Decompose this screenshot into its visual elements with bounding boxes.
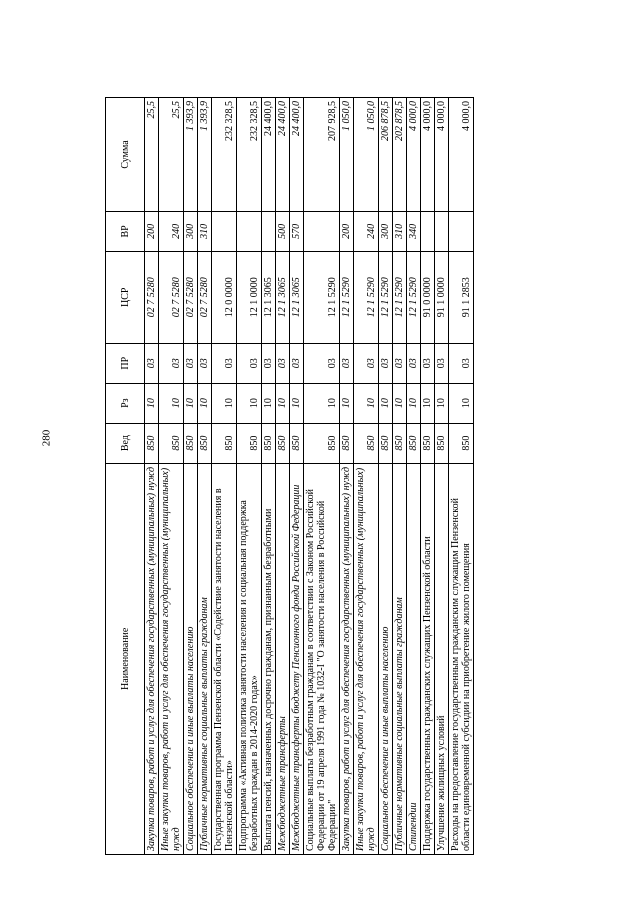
cell-name: Межбюджетные трансферты (276, 463, 290, 854)
cell-vr (435, 211, 449, 251)
header-ved: Вед (106, 423, 145, 463)
table-row (354, 98, 379, 855)
cell-csr: 12 0 0000 (212, 251, 237, 343)
cell-pr: 03 (237, 343, 262, 383)
table-row (276, 98, 290, 855)
cell-vr: 310 (198, 211, 212, 251)
cell-name: Закупка товаров, работ и услуг для обеспечения государственных (муниципальных) нужд (340, 463, 354, 854)
table-row (198, 98, 212, 855)
cell-csr: 12 1 0000 (237, 251, 262, 343)
table-row (237, 98, 262, 855)
cell-rz: 10 (276, 383, 290, 423)
table-row (340, 98, 354, 855)
cell-name: Улучшение жилищных условий (435, 463, 449, 854)
cell-name: Поддержка государственных гражданских служащих Пензенской области (421, 463, 435, 854)
cell-sum: 4 000,0 (449, 98, 474, 212)
cell-pr: 03 (354, 343, 379, 383)
cell-rz: 10 (354, 383, 379, 423)
cell-ved: 850 (449, 423, 474, 463)
cell-vr: 200 (340, 211, 354, 251)
cell-ved: 850 (304, 423, 340, 463)
cell-name: Иные закупки товаров, работ и услуг для обеспечения государственных (муниципальных) нужд (159, 463, 184, 854)
cell-vr: 500 (276, 211, 290, 251)
cell-ved: 850 (421, 423, 435, 463)
cell-sum: 1 050,0 (340, 98, 354, 212)
cell-vr (237, 211, 262, 251)
cell-rz: 10 (393, 383, 407, 423)
cell-name: Социальное обеспечение и иные выплаты населению (379, 463, 393, 854)
cell-pr: 03 (159, 343, 184, 383)
cell-csr: 12 1 3065 (276, 251, 290, 343)
cell-vr (262, 211, 276, 251)
cell-pr: 03 (449, 343, 474, 383)
cell-ved: 850 (290, 423, 304, 463)
cell-ved: 850 (354, 423, 379, 463)
cell-pr: 03 (304, 343, 340, 383)
cell-ved: 850 (262, 423, 276, 463)
cell-sum: 4 000,0 (421, 98, 435, 212)
cell-pr: 03 (290, 343, 304, 383)
table-row (304, 98, 340, 855)
cell-pr: 03 (435, 343, 449, 383)
budget-table (105, 97, 474, 855)
cell-name: Социальные выплаты безработным гражданам в соответствии с Законом Российской Федерации от 19 апреля 1991 года № 1032-I "О занятости населения в Российской Федерации" (304, 463, 340, 854)
cell-sum: 207 928,5 (304, 98, 340, 212)
cell-vr: 570 (290, 211, 304, 251)
cell-rz: 10 (379, 383, 393, 423)
cell-csr: 91 1 2853 (449, 251, 474, 343)
cell-csr: 12 1 5290 (407, 251, 421, 343)
budget-table-container (105, 97, 474, 855)
cell-name: Расходы на предоставление государственным гражданским служащим Пензенской области единовременной субсидии на приобретение жилого помещения (449, 463, 474, 854)
table-header-row (106, 98, 145, 855)
cell-rz: 10 (407, 383, 421, 423)
cell-rz: 10 (184, 383, 198, 423)
cell-rz: 10 (198, 383, 212, 423)
cell-vr: 240 (159, 211, 184, 251)
cell-vr: 340 (407, 211, 421, 251)
header-sum: Сумма (106, 98, 145, 212)
header-vr: ВР (106, 211, 145, 251)
cell-sum: 1 393,9 (198, 98, 212, 212)
cell-rz: 10 (262, 383, 276, 423)
cell-name: Стипендии (407, 463, 421, 854)
cell-name: Публичные нормативные социальные выплаты гражданам (198, 463, 212, 854)
cell-name: Публичные нормативные социальные выплаты гражданам (393, 463, 407, 854)
cell-name: Государственная программа Пензенской области «Содействие занятости населения в Пензенской области» (212, 463, 237, 854)
cell-rz: 10 (145, 383, 159, 423)
cell-ved: 850 (198, 423, 212, 463)
cell-csr: 91 1 0000 (435, 251, 449, 343)
cell-ved: 850 (237, 423, 262, 463)
cell-csr: 12 1 5290 (354, 251, 379, 343)
cell-vr: 300 (379, 211, 393, 251)
cell-sum: 1 050,0 (354, 98, 379, 212)
cell-sum: 232 328,5 (212, 98, 237, 212)
cell-pr: 03 (212, 343, 237, 383)
cell-sum: 232 328,5 (237, 98, 262, 212)
cell-pr: 03 (262, 343, 276, 383)
cell-rz: 10 (449, 383, 474, 423)
cell-sum: 4 000,0 (407, 98, 421, 212)
table-row (379, 98, 393, 855)
cell-vr (449, 211, 474, 251)
cell-vr (421, 211, 435, 251)
table-row (449, 98, 474, 855)
cell-pr: 03 (145, 343, 159, 383)
cell-ved: 850 (159, 423, 184, 463)
header-rz: Рз (106, 383, 145, 423)
header-csr: ЦСР (106, 251, 145, 343)
cell-pr: 03 (379, 343, 393, 383)
cell-csr: 02 7 5280 (159, 251, 184, 343)
cell-ved: 850 (212, 423, 237, 463)
cell-csr: 12 1 3065 (290, 251, 304, 343)
cell-pr: 03 (198, 343, 212, 383)
table-row (290, 98, 304, 855)
cell-pr: 03 (184, 343, 198, 383)
cell-pr: 03 (393, 343, 407, 383)
cell-ved: 850 (276, 423, 290, 463)
cell-vr (212, 211, 237, 251)
cell-sum: 25,5 (159, 98, 184, 212)
cell-sum: 24 400,0 (262, 98, 276, 212)
cell-csr: 12 1 3065 (262, 251, 276, 343)
cell-name: Выплата пенсий, назначенных досрочно гражданам, признанным безработными (262, 463, 276, 854)
cell-sum: 4 000,0 (435, 98, 449, 212)
table-row (212, 98, 237, 855)
cell-name: Межбюджетные трансферты бюджету Пенсионного фонда Российской Федерации (290, 463, 304, 854)
table-row (393, 98, 407, 855)
cell-vr: 310 (393, 211, 407, 251)
cell-name: Социальное обеспечение и иные выплаты населению (184, 463, 198, 854)
cell-sum: 202 878,5 (393, 98, 407, 212)
cell-sum: 25,5 (145, 98, 159, 212)
cell-pr: 03 (421, 343, 435, 383)
cell-rz: 10 (340, 383, 354, 423)
cell-ved: 850 (340, 423, 354, 463)
cell-ved: 850 (393, 423, 407, 463)
cell-sum: 24 400,0 (276, 98, 290, 212)
cell-rz: 10 (159, 383, 184, 423)
table-row (262, 98, 276, 855)
table-row (184, 98, 198, 855)
cell-ved: 850 (379, 423, 393, 463)
cell-csr: 02 7 5280 (145, 251, 159, 343)
table-row (435, 98, 449, 855)
cell-name: Закупка товаров, работ и услуг для обеспечения государственных (муниципальных) нужд (145, 463, 159, 854)
cell-csr: 12 1 5290 (340, 251, 354, 343)
cell-rz: 10 (290, 383, 304, 423)
cell-rz: 10 (435, 383, 449, 423)
cell-csr: 91 0 0000 (421, 251, 435, 343)
cell-sum: 24 400,0 (290, 98, 304, 212)
cell-pr: 03 (407, 343, 421, 383)
cell-ved: 850 (145, 423, 159, 463)
cell-csr: 02 7 5280 (184, 251, 198, 343)
cell-rz: 10 (212, 383, 237, 423)
page-number: 280 (40, 429, 53, 447)
cell-ved: 850 (407, 423, 421, 463)
table-row (407, 98, 421, 855)
cell-name: Подпрограмма «Активная политика занятости населения и социальная поддержка безработных граждан в 2014-2020 годах» (237, 463, 262, 854)
cell-csr: 02 7 5280 (198, 251, 212, 343)
cell-ved: 850 (435, 423, 449, 463)
cell-vr: 200 (145, 211, 159, 251)
cell-rz: 10 (304, 383, 340, 423)
header-name: Наименование (106, 463, 145, 854)
cell-csr: 12 1 5290 (393, 251, 407, 343)
cell-ved: 850 (184, 423, 198, 463)
cell-sum: 1 393,9 (184, 98, 198, 212)
cell-pr: 03 (276, 343, 290, 383)
cell-name: Иные закупки товаров, работ и услуг для обеспечения государственных (муниципальных) нужд (354, 463, 379, 854)
table-row (159, 98, 184, 855)
cell-pr: 03 (340, 343, 354, 383)
cell-vr (304, 211, 340, 251)
cell-rz: 10 (237, 383, 262, 423)
header-pr: ПР (106, 343, 145, 383)
cell-csr: 12 1 5290 (379, 251, 393, 343)
cell-vr: 240 (354, 211, 379, 251)
cell-rz: 10 (421, 383, 435, 423)
cell-csr: 12 1 5290 (304, 251, 340, 343)
table-row (421, 98, 435, 855)
cell-sum: 206 878,5 (379, 98, 393, 212)
cell-vr: 300 (184, 211, 198, 251)
table-row (145, 98, 159, 855)
